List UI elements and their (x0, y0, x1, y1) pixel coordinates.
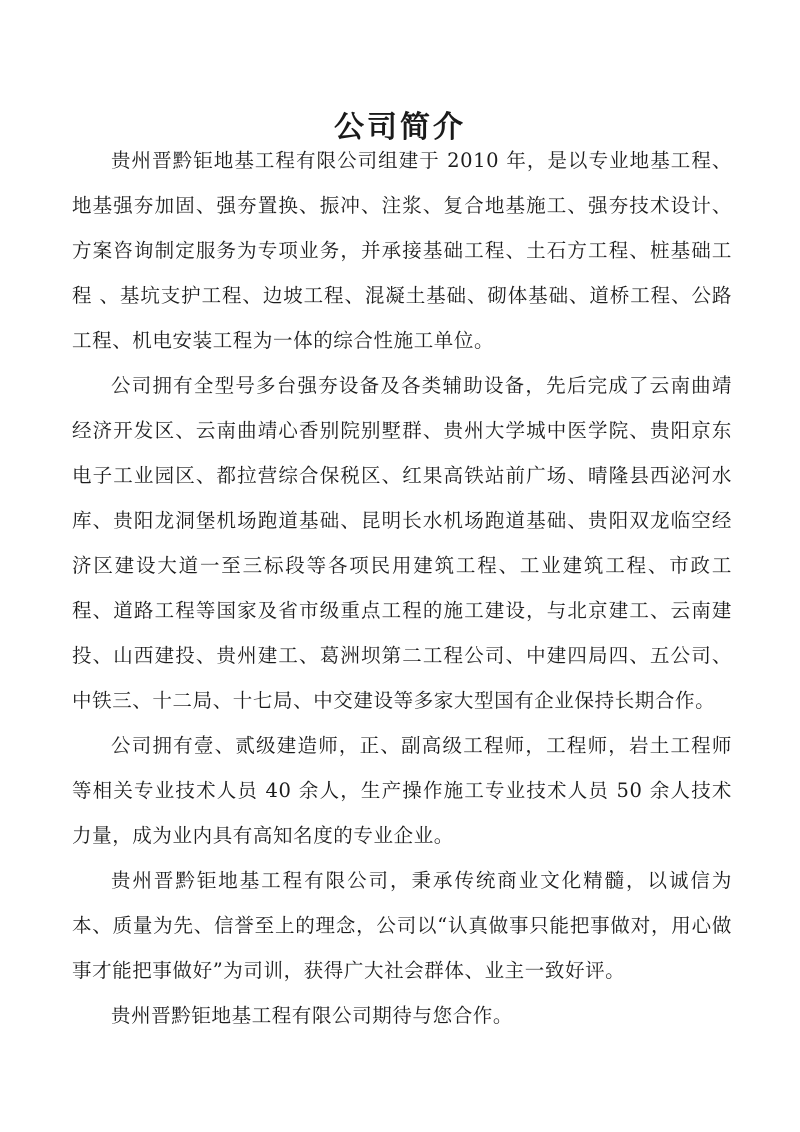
paragraph-company-founding: 贵州晋黔钜地基工程有限公司组建于 2010 年，是以专业地基工程、地基强夯加固、强夯置换、振冲、注浆、复合地基施工、强夯技术设计、方案咨询制定服务为专项业务，并承接基础工程、土石方工程、桩基础工程 、基坑支护工程、边坡工程、混凝土基础、砌体基础、道桥工程、公路工程、机电安装工程为一体的综合性施工单位。 (72, 149, 732, 352)
paragraph-culture-motto: 贵州晋黔钜地基工程有限公司，秉承传统商业文化精髓，以诚信为本、质量为先、信誉至上的理念，公司以“认真做事只能把事做对，用心做事才能把事做好”为司训，获得广大社会群体、业主一致好评。 (72, 869, 732, 982)
paragraph-equipment-projects: 公司拥有全型号多台强夯设备及各类辅助设备，先后完成了云南曲靖经济开发区、云南曲靖心香别院别墅群、贵州大学城中医学院、贵阳京东电子工业园区、都拉营综合保税区、红果高铁站前广场、晴隆县西泌河水库、贵阳龙洞堡机场跑道基础、昆明长水机场跑道基础、贵阳双龙临空经济区建设大道一至三标段等各项民用建筑工程、工业建筑工程、市政工程、道路工程等国家及省市级重点工程的施工建设，与北京建工、云南建投、山西建投、贵州建工、葛洲坝第二工程公司、中建四局四、五公司、中铁三、十二局、十七局、中交建设等多家大型国有企业保持长期合作。 (72, 374, 732, 712)
paragraph-closing: 贵州晋黔钜地基工程有限公司期待与您合作。 (111, 1004, 514, 1027)
document-body (72, 138, 732, 1038)
page-title: 公司简介 (334, 110, 466, 146)
paragraph-personnel: 公司拥有壹、贰级建造师，正、副高级工程师，工程师，岩土工程师等相关专业技术人员 40 余人，生产操作施工专业技术人员 50 余人技术力量，成为业内具有高知名度的专业企业。 (72, 734, 732, 847)
